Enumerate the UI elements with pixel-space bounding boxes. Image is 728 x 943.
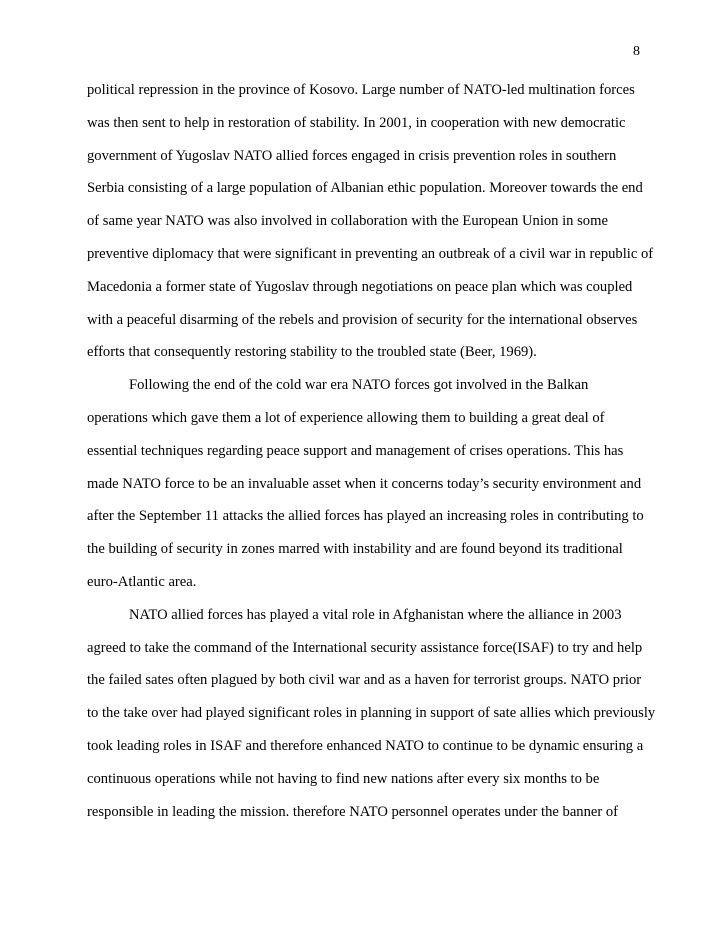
text-line: took leading roles in ISAF and therefore enhanced NATO to continue to be dynamic ensuring a xyxy=(87,737,644,754)
text-line: Macedonia a former state of Yugoslav through negotiations on peace plan which was coupled xyxy=(87,278,633,295)
text-line: made NATO force to be an invaluable asset when it concerns today’s security environment and xyxy=(87,475,642,492)
text-line: efforts that consequently restoring stability to the troubled state (Beer, 1969). xyxy=(87,344,537,361)
paragraph-first-line: NATO allied forces has played a vital role in Afghanistan where the alliance in 2003 xyxy=(129,606,622,623)
text-line: responsible in leading the mission. therefore NATO personnel operates under the banner of xyxy=(87,803,619,820)
text-line: Serbia consisting of a large population of Albanian ethic population. Moreover towards the end xyxy=(87,180,643,197)
text-line: operations which gave them a lot of experience allowing them to building a great deal of xyxy=(87,409,605,426)
text-line: government of Yugoslav NATO allied forces engaged in crisis prevention roles in southern xyxy=(87,147,617,164)
body-text xyxy=(87,82,656,836)
text-line: after the September 11 attacks the allied forces has played an increasing roles in contributing to xyxy=(87,508,644,525)
paragraph-first-line: Following the end of the cold war era NATO forces got involved in the Balkan xyxy=(129,377,589,394)
page-number: 8 xyxy=(633,44,640,59)
text-line: the building of security in zones marred with instability and are found beyond its traditional xyxy=(87,541,623,558)
text-line: to the take over had played significant roles in planning in support of sate allies which previously xyxy=(87,705,656,722)
text-line: essential techniques regarding peace support and management of crises operations. This has xyxy=(87,442,624,459)
text-line: continuous operations while not having to find new nations after every six months to be xyxy=(87,770,600,787)
text-line: euro-Atlantic area. xyxy=(87,573,197,590)
text-line: with a peaceful disarming of the rebels and provision of security for the international observes xyxy=(87,311,638,328)
text-line: political repression in the province of Kosovo. Large number of NATO-led multination forces xyxy=(87,82,635,98)
text-line: of same year NATO was also involved in collaboration with the European Union in some xyxy=(87,213,608,230)
text-line: was then sent to help in restoration of stability. In 2001, in cooperation with new democratic xyxy=(87,114,626,131)
text-line: agreed to take the command of the International security assistance force(ISAF) to try and help xyxy=(87,639,643,656)
text-line: preventive diplomacy that were significant in preventing an outbreak of a civil war in republic of xyxy=(87,245,654,262)
text-line: the failed sates often plagued by both civil war and as a haven for terrorist groups. NATO prior xyxy=(87,672,642,689)
